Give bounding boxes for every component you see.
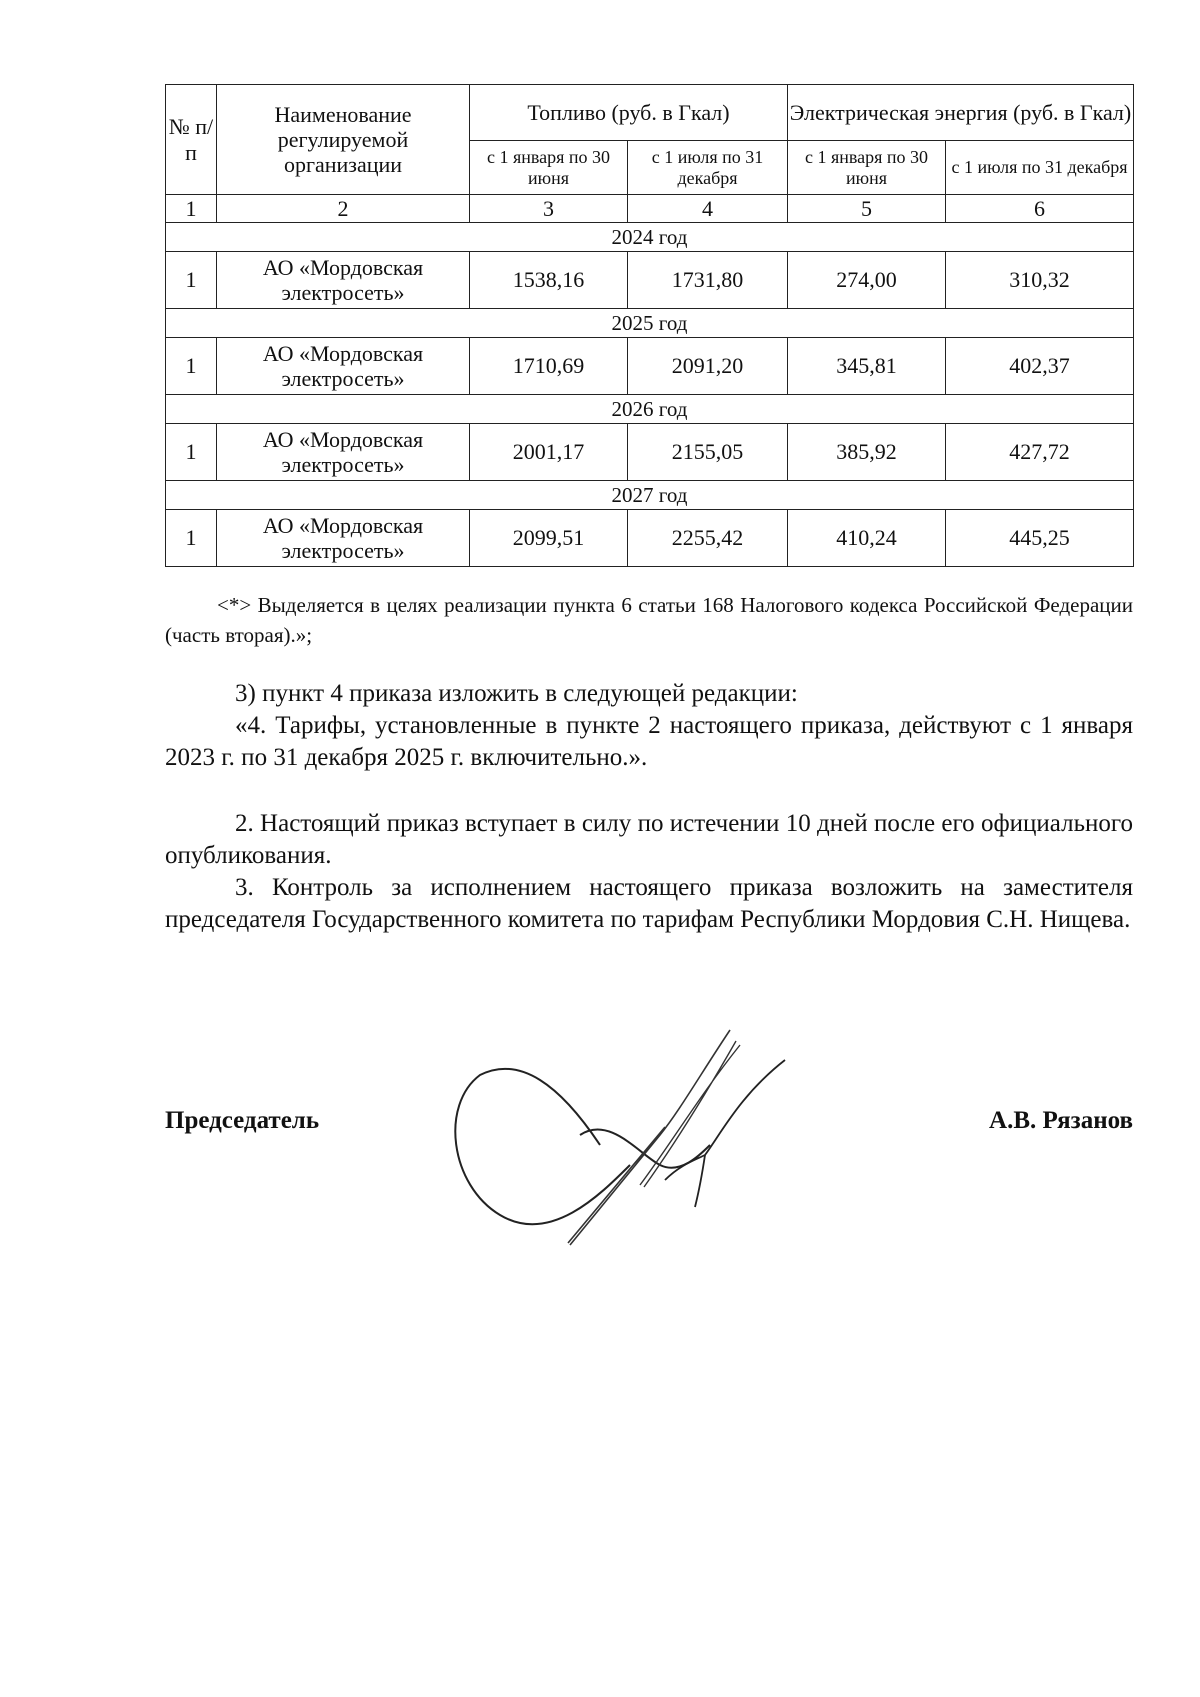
value-cell: 402,37 (946, 338, 1134, 395)
header-num: № п/п (166, 85, 217, 195)
org-name: АО «Мордовская электросеть» (217, 252, 470, 309)
clauses (165, 808, 1133, 936)
col-number: 2 (217, 195, 470, 223)
year-header: 2024 год (166, 223, 1134, 252)
value-cell: 385,92 (788, 424, 946, 481)
header-electric: Электрическая энергия (руб. в Гкал) (788, 85, 1134, 141)
value-cell: 2099,51 (470, 510, 628, 567)
value-cell: 310,32 (946, 252, 1134, 309)
handwritten-signature (440, 1015, 840, 1275)
clause-2: 2. Настоящий приказ вступает в силу по истечении 10 дней после его официального опубликования. (165, 810, 1133, 869)
row-num: 1 (166, 338, 217, 395)
table-row (166, 510, 1134, 567)
org-name: АО «Мордовская электросеть» (217, 510, 470, 567)
col-number: 6 (946, 195, 1134, 223)
year-header: 2025 год (166, 309, 1134, 338)
value-cell: 1731,80 (628, 252, 788, 309)
org-name: АО «Мордовская электросеть» (217, 338, 470, 395)
header-fuel: Топливо (руб. в Гкал) (470, 85, 788, 141)
value-cell: 1538,16 (470, 252, 628, 309)
signature-name: А.В. Рязанов (989, 1107, 1133, 1134)
year-header: 2027 год (166, 481, 1134, 510)
value-cell: 2255,42 (628, 510, 788, 567)
table-row (166, 252, 1134, 309)
header-org: Наименование регулируемой организации (217, 85, 470, 195)
value-cell: 2091,20 (628, 338, 788, 395)
footnote: <*> Выделяется в целях реализации пункта 6 статьи 168 Налогового кодекса Российской Федерации (часть вторая).»; (165, 593, 1133, 647)
col-number: 5 (788, 195, 946, 223)
value-cell: 345,81 (788, 338, 946, 395)
row-num: 1 (166, 252, 217, 309)
year-header: 2026 год (166, 395, 1134, 424)
column-numbers-row (166, 195, 1134, 223)
table-row (166, 338, 1134, 395)
row-num: 1 (166, 510, 217, 567)
value-cell: 2001,17 (470, 424, 628, 481)
col-number: 4 (628, 195, 788, 223)
item-3-intro: 3) пункт 4 приказа изложить в следующей редакции: (235, 680, 798, 707)
table-row (166, 424, 1134, 481)
org-name: АО «Мордовская электросеть» (217, 424, 470, 481)
col-number: 1 (166, 195, 217, 223)
header-fuel-period-1: с 1 января по 30 июня (470, 141, 628, 195)
col-number: 3 (470, 195, 628, 223)
value-cell: 445,25 (946, 510, 1134, 567)
header-fuel-period-2: с 1 июля по 31 декабря (628, 141, 788, 195)
item-3 (165, 678, 1133, 774)
value-cell: 2155,05 (628, 424, 788, 481)
signature-title: Председатель (165, 1107, 320, 1134)
clause-3: 3. Контроль за исполнением настоящего приказа возложить на заместителя председателя Государственного комитета по тарифам Республики Мордовия С.Н. Нищева. (165, 874, 1133, 933)
row-num: 1 (166, 424, 217, 481)
header-electric-period-1: с 1 января по 30 июня (788, 141, 946, 195)
item-3-text: «4. Тарифы, установленные в пункте 2 настоящего приказа, действуют с 1 января 2023 г. по 31 декабря 2025 г. включительно.». (165, 712, 1133, 771)
value-cell: 427,72 (946, 424, 1134, 481)
header-electric-period-2: с 1 июля по 31 декабря (946, 141, 1134, 195)
tariff-table (165, 84, 1134, 567)
value-cell: 274,00 (788, 252, 946, 309)
value-cell: 410,24 (788, 510, 946, 567)
value-cell: 1710,69 (470, 338, 628, 395)
